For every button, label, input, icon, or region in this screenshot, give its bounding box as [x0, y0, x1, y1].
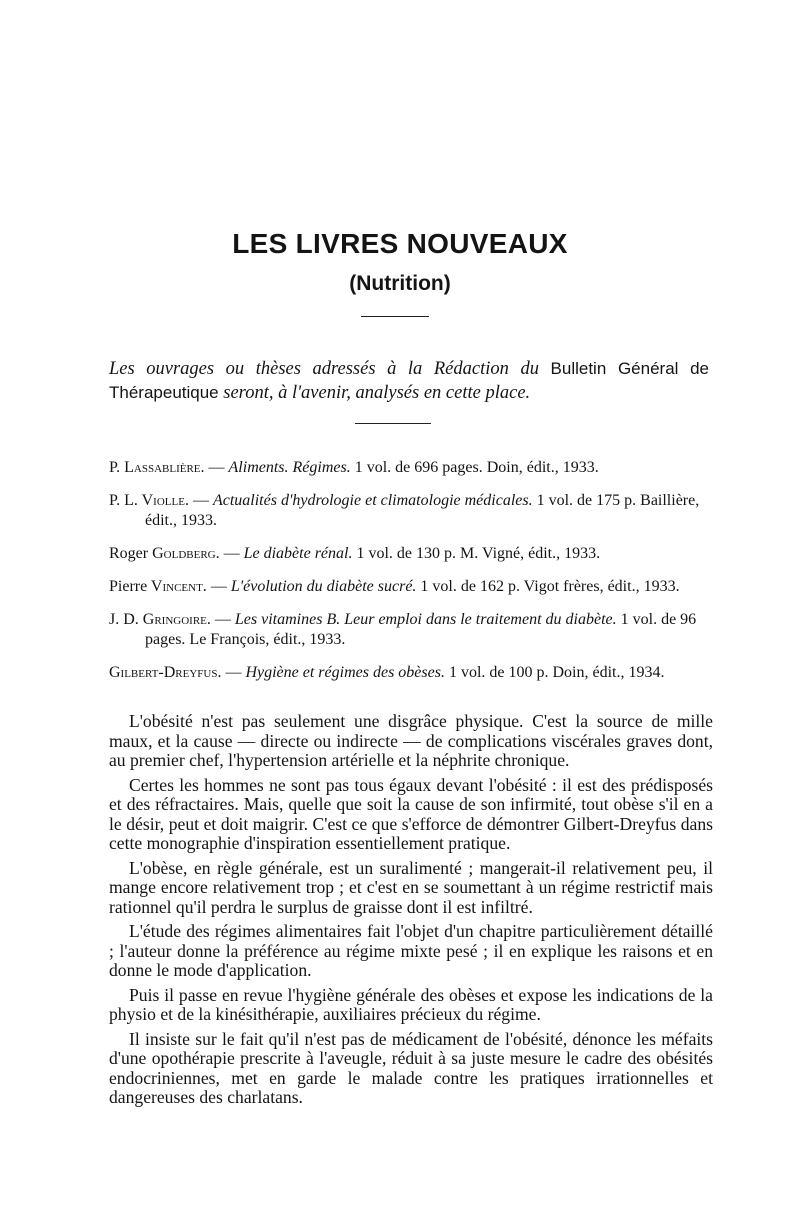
- author-surname: Lassablière.: [124, 459, 205, 476]
- intro-text-part2: seront, à l'avenir, analysés en cette place.: [223, 383, 531, 403]
- bibliography-list: [109, 458, 709, 696]
- divider-rule: [361, 316, 429, 317]
- review-body: [109, 712, 713, 1113]
- author-initial: Roger: [109, 545, 149, 562]
- entry-title: L'évolution du diabète sucré.: [230, 578, 417, 595]
- author-initial: Pierre: [109, 578, 148, 595]
- entry-title: Les vitamines B. Leur emploi dans le traitement du diabète.: [234, 611, 617, 628]
- entry-details: 1 vol. de 696 pages. Doin, édit., 1933.: [354, 459, 599, 476]
- author-surname: Goldberg.: [152, 545, 220, 562]
- bibliography-entry: [109, 491, 709, 531]
- entry-title: Hygiène et régimes des obèses.: [245, 664, 445, 681]
- entry-separator: —: [210, 578, 227, 595]
- body-paragraph: Puis il passe en revue l'hygiène générale des obèses et expose les indications de la physio et de la kinésithérapie, auxiliaires précieux du régime.: [109, 984, 713, 1024]
- divider-rule: [355, 423, 431, 424]
- author-surname: Vincent.: [150, 578, 207, 595]
- entry-author: [109, 611, 211, 628]
- entry-details: 1 vol. de 162 p. Vigot frères, édit., 1933.: [420, 578, 680, 595]
- body-paragraph: L'obésité n'est pas seulement une disgrâce physique. C'est la source de mille maux, et la cause — directe ou indirecte — de complications viscérales graves dont, au premier chef, l'hypertension artérielle et la néphrite chronique.: [109, 711, 713, 770]
- author-initial: P.: [109, 459, 121, 476]
- entry-author: [109, 664, 221, 681]
- intro-notice: [109, 357, 709, 405]
- author-initial: J. D.: [109, 611, 139, 628]
- bibliography-entry: [109, 458, 709, 478]
- body-paragraph: Certes les hommes ne sont pas tous égaux devant l'obésité : il est des prédisposés et des réfractaires. Mais, quelle que soit la cause de son infirmité, tout obèse s'il en a le désir, peut et doit maigrir. C'est ce que s'efforce de démontrer Gilbert-Dreyfus dans cette monographie d'inspiration essentiellement pratique.: [109, 774, 713, 853]
- entry-separator: —: [214, 611, 231, 628]
- bibliography-entry: [109, 663, 709, 683]
- entry-details: 1 vol. de 130 p. M. Vigné, édit., 1933.: [356, 545, 601, 562]
- author-initial: P. L.: [109, 492, 138, 509]
- bibliography-entry: [109, 544, 709, 564]
- entry-author: [109, 459, 205, 476]
- body-paragraph: L'obèse, en règle générale, est un suralimenté ; mangerait-il relativement peu, il mange encore relativement trop ; et c'est en se soumettant à un régime restrictif mais rationnel qu'il perdra le surplus de graisse dont il est infiltré.: [109, 857, 713, 917]
- body-paragraph: Il insiste sur le fait qu'il n'est pas de médicament de l'obésité, dénonce les méfaits d'une opothérapie prescrite à l'aveugle, réduit à sa juste mesure le cadre des obésités endocriniennes, met en garde le malade contre les pratiques irrationnelles et dangereuses des charlatans.: [109, 1028, 713, 1107]
- bibliography-entry: [109, 610, 709, 650]
- entry-separator: —: [208, 459, 225, 476]
- author-surname: Gringoire.: [142, 611, 211, 628]
- author-surname: Violle.: [141, 492, 189, 509]
- entry-details: 1 vol. de 100 p. Doin, édit., 1934.: [448, 664, 665, 681]
- entry-title: Aliments. Régimes.: [228, 459, 351, 476]
- entry-details: 1 vol. de 96 pages. Le François, édit., 1933.: [145, 611, 697, 648]
- entry-separator: —: [223, 545, 240, 562]
- intro-text-part1: Les ouvrages ou thèses adressés à la Rédaction du: [109, 359, 539, 379]
- entry-separator: —: [192, 492, 209, 509]
- author-surname: Gilbert-Dreyfus.: [109, 664, 222, 681]
- entry-author: [109, 578, 207, 595]
- entry-title: Le diabète rénal.: [243, 545, 353, 562]
- section-subtitle: (Nutrition): [349, 272, 451, 295]
- entry-author: [109, 545, 220, 562]
- journal-name: Bulletin Général de Thérapeutique: [109, 359, 710, 402]
- entry-separator: —: [225, 664, 242, 681]
- bibliography-entry: [109, 577, 709, 597]
- entry-details: 1 vol. de 175 p. Baillière, édit., 1933.: [145, 492, 700, 529]
- page-title: LES LIVRES NOUVEAUX: [232, 228, 568, 259]
- entry-title: Actualités d'hydrologie et climatologie médicales.: [212, 492, 533, 509]
- entry-author: [109, 492, 189, 509]
- body-paragraph: L'étude des régimes alimentaires fait l'objet d'un chapitre particulièrement détaillé ; l'auteur donne la préférence au régime mixte pesé ; il en explique les raisons et en donne le mode d'application.: [109, 921, 713, 980]
